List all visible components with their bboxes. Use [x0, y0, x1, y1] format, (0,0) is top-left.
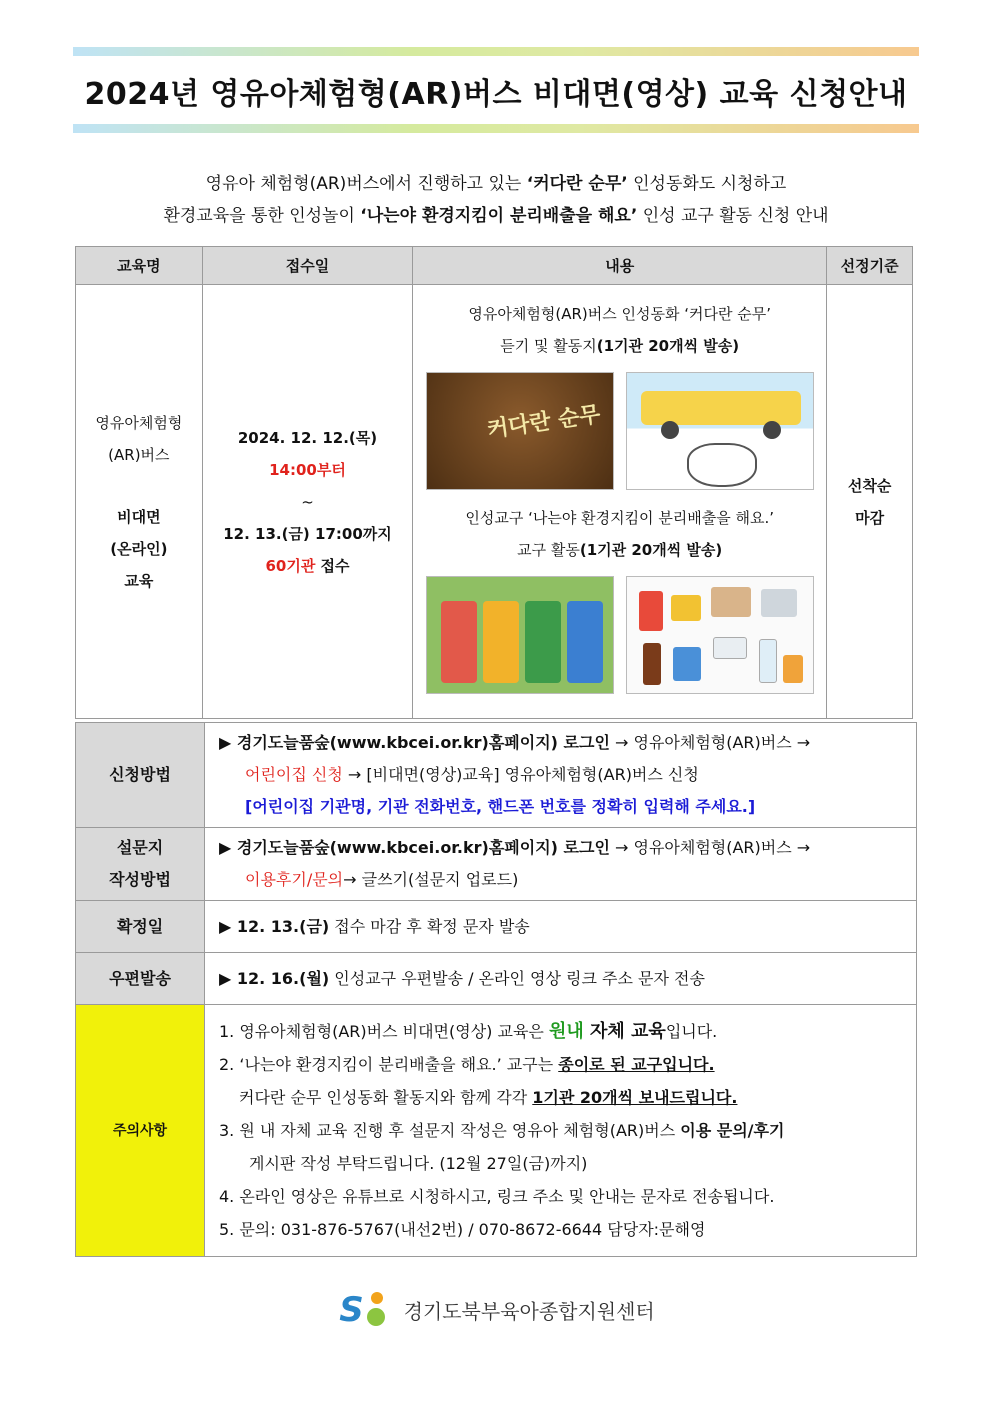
notice-item-2 [219, 1048, 906, 1081]
apply-line-1-bold: ▶ 경기도늘품숲(www.kbcei.or.kr)홈페이지) 로그인 [219, 733, 610, 752]
survey-label-2: 작성방법 [109, 870, 171, 889]
activity-sheet-image [626, 372, 814, 490]
apply-row [76, 723, 917, 828]
apply-line-2-rest: → [비대면(영상)교육] 영유아체험형(AR)버스 신청 [342, 765, 699, 784]
survey-line-2-red: 이용후기/문의 [245, 870, 344, 889]
mail-row [76, 953, 917, 1005]
bus-illustration [641, 391, 801, 425]
recyclable-items-image [626, 576, 814, 694]
mail-date: ▶ 12. 16.(월) [219, 968, 330, 988]
apply-line-2-red: 어린이집 신청 [245, 765, 343, 784]
apply-body [205, 723, 917, 828]
kit-images [413, 576, 826, 694]
reception-start-date: 2024. 12. 12.(목) [237, 428, 378, 447]
recycling-bins-image [426, 576, 614, 694]
info-table [75, 722, 917, 1257]
content-b-line-2-bold: (1기관 20개씩 발송) [579, 540, 723, 559]
header-edu-name: 교육명 [76, 247, 203, 285]
program-row [76, 285, 913, 719]
apply-line-3: [어린이집 기관명, 기관 전화번호, 핸드폰 번호를 정확히 입력해 주세요.] [245, 797, 756, 816]
item-paper [761, 589, 797, 617]
bin-blue [567, 601, 603, 683]
confirm-text: 접수 마감 후 확정 문자 발송 [329, 916, 530, 936]
confirm-row [76, 901, 917, 953]
item-cardboard [711, 587, 751, 617]
edu-name-line-3: 비대면 [117, 507, 161, 526]
item-bowl [713, 637, 747, 659]
survey-line-1 [219, 832, 906, 864]
intro-line-1-bold: ‘커다란 순무’ [526, 174, 628, 194]
edu-name-line-4: (온라인) [110, 539, 168, 558]
intro-line-2-post: 인성 교구 활동 신청 안내 [637, 206, 829, 226]
intro-line-2-pre: 환경교육을 통한 인성놀이 [163, 206, 361, 226]
item-box [671, 595, 701, 621]
mail-body [205, 953, 917, 1005]
reception-count [203, 550, 413, 582]
confirm-label: 확정일 [76, 901, 205, 953]
page-title: 2024년 영유아체험형(AR)버스 비대면(영상) 교육 신청안내 [84, 77, 908, 112]
reception-end: 12. 13.(금) 17:00까지 [223, 524, 392, 543]
reception-start-time: 14:00부터 [269, 460, 346, 479]
bin-green [525, 601, 561, 683]
survey-line-1-rest: → 영유아체험형(AR)버스 → [609, 838, 811, 857]
apply-line-2 [219, 759, 906, 791]
reception-cell [202, 285, 413, 719]
confirm-body [205, 901, 917, 953]
content-b-line-2 [413, 534, 826, 566]
reception-count-suffix: 접수 [315, 556, 350, 575]
intro-text [73, 168, 919, 232]
content-a-line-2-bold: (1기관 20개씩 발송) [596, 336, 740, 355]
notice-2-pre: 2. ‘나는야 환경지킴이 분리배출을 해요.’ 교구는 [219, 1055, 559, 1074]
content-a-line-2 [413, 330, 826, 362]
edu-name-line-1: 영유아체험형 [95, 413, 183, 432]
notice-item-3b: 게시판 작성 부탁드립니다. (12월 27일(금)까지) [249, 1154, 588, 1173]
intro-line-1-post: 인성동화도 시청하고 [627, 174, 787, 194]
org-logo-icon: S [337, 1290, 393, 1330]
header-reception: 접수일 [202, 247, 413, 285]
intro-line-1-pre: 영유아 체험형(AR)버스에서 진행하고 있는 [205, 174, 527, 194]
notice-item-5: 5. 문의: 031-876-5767(내선2번) / 070-8672-6644 담당자:문해영 [219, 1220, 706, 1239]
notice-1-pre: 1. 영유아체험형(AR)버스 비대면(영상) 교육은 [219, 1022, 549, 1041]
program-table [75, 246, 913, 719]
notice-label: 주의사항 [76, 1005, 205, 1257]
notice-item-4: 4. 온라인 영상은 유튜브로 시청하시고, 링크 주소 및 안내는 문자로 전송됩니다. [219, 1187, 775, 1206]
header-criteria: 선정기준 [827, 247, 913, 285]
criteria-cell [827, 285, 913, 719]
content-b-line-1: 인성교구 ‘나는야 환경지킴이 분리배출을 해요.’ [465, 508, 775, 527]
survey-label-1: 설문지 [116, 838, 164, 857]
bin-red [441, 601, 477, 683]
item-bottle [643, 643, 661, 685]
item-jar [673, 647, 701, 681]
criteria-line-1: 선착순 [847, 476, 892, 495]
survey-line-1-bold: ▶ 경기도늘품숲(www.kbcei.or.kr)홈페이지) 로그인 [219, 838, 610, 857]
bus-wheel-front [661, 421, 679, 439]
intro-line-2-bold: ‘나는야 환경지킴이 분리배출을 해요’ [360, 206, 638, 226]
mail-text: 인성교구 우편발송 / 온라인 영상 링크 주소 문자 전송 [329, 968, 705, 988]
story-images [413, 372, 826, 490]
content-cell [413, 285, 827, 719]
survey-label [76, 828, 205, 901]
apply-line-1-rest: → 영유아체험형(AR)버스 → [609, 733, 811, 752]
notice-2-underline: 종이로 된 교구입니다. [558, 1055, 715, 1074]
edu-name-cell [76, 285, 203, 719]
notice-1-bold: 자체 교육 [583, 1021, 666, 1042]
survey-body [205, 828, 917, 901]
criteria-line-2: 마감 [855, 508, 885, 527]
turnip-illustration [687, 443, 757, 487]
survey-line-2 [219, 864, 906, 896]
notice-3-pre: 3. 원 내 자체 교육 진행 후 설문지 작성은 영유아 체험형(AR)버스 [219, 1121, 681, 1140]
footer [0, 1290, 992, 1330]
header-content: 내용 [413, 247, 827, 285]
notice-2b-pre: 커다란 순무 인성동화 활동지와 함께 각각 [239, 1088, 533, 1107]
intro-line-2 [73, 200, 919, 232]
mail-label: 우편발송 [76, 953, 205, 1005]
bin-yellow [483, 601, 519, 683]
item-can [639, 591, 663, 631]
notice-item-3 [219, 1114, 906, 1147]
story-cover-image [426, 372, 614, 490]
bus-wheel-rear [763, 421, 781, 439]
edu-name-line-2: (AR)버스 [108, 445, 170, 464]
program-table-header [76, 247, 913, 285]
confirm-date: ▶ 12. 13.(금) [219, 916, 330, 936]
title-stripe-top [73, 47, 919, 56]
edu-name-line-5: 교육 [124, 571, 154, 590]
notice-body [205, 1005, 917, 1257]
notice-item-1 [219, 1015, 906, 1048]
title-stripe-bottom [73, 124, 919, 133]
apply-line-1 [219, 727, 906, 759]
survey-line-2-rest: → 글쓰기(설문지 업로드) [343, 870, 519, 889]
item-plastic-bottle [759, 639, 777, 683]
intro-line-1 [73, 168, 919, 200]
content-a-line-2-pre: 듣기 및 활동지 [500, 336, 597, 355]
notice-1-post: 입니다. [665, 1022, 718, 1041]
notice-2b-underline: 1기관 20개씩 보내드립니다. [532, 1088, 738, 1107]
notice-1-green: 원내 [548, 1021, 584, 1042]
story-cover-title: 커다란 순무 [485, 401, 602, 443]
item-carton [783, 655, 803, 683]
reception-count-number: 60기관 [265, 556, 316, 575]
content-b-line-2-pre: 교구 활동 [517, 540, 580, 559]
content-a-line-1: 영유아체험형(AR)버스 인성동화 ‘커다란 순무’ [468, 304, 771, 323]
notice-item-2b [219, 1081, 906, 1114]
org-name: 경기도북부육아종합지원센터 [403, 1299, 655, 1324]
notice-row [76, 1005, 917, 1257]
title-banner [73, 47, 919, 133]
apply-label: 신청방법 [76, 723, 205, 828]
reception-tilde: ~ [301, 492, 314, 511]
survey-row [76, 828, 917, 901]
notice-3-bold: 이용 문의/후기 [680, 1121, 785, 1140]
